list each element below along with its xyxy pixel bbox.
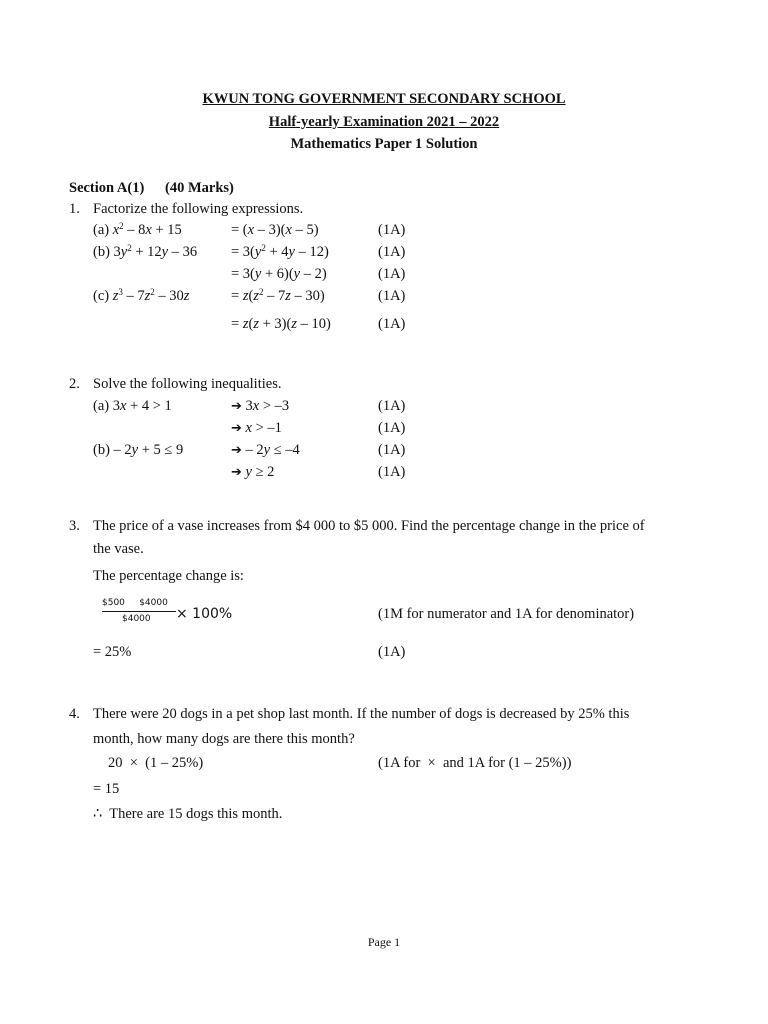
- q1c-step2: = z(z + 3)(z – 10): [231, 316, 331, 332]
- q2a-step1: ➔ 3x > –3: [231, 398, 290, 414]
- q4-expression: 20 × (1 – 25%): [108, 755, 204, 771]
- arrow-right-icon: ➔: [231, 421, 242, 436]
- q1-number: 1.: [69, 201, 80, 217]
- q2b-step2: ➔ y ≥ 2: [231, 464, 275, 480]
- school-name: KWUN TONG GOVERNMENT SECONDARY SCHOOL: [202, 91, 566, 107]
- paper-title: Mathematics Paper 1 Solution: [290, 136, 478, 152]
- arrow-right-icon: ➔: [231, 465, 242, 480]
- q1b-step1: = $3(y^2 + 4y - 12)$: [231, 243, 329, 260]
- q2b-step1: ➔ – 2y ≤ –4: [231, 442, 300, 458]
- q2-mark-1: (1A): [378, 398, 406, 414]
- page-number: Page 1: [367, 935, 401, 949]
- q3-number: 3.: [69, 518, 80, 534]
- q1a-answer: = (x – 3)(x – 5): [231, 222, 319, 238]
- q3-mark-1: (1M for numerator and 1A for denominator): [378, 606, 635, 622]
- section-title: Section A(1): [69, 180, 145, 196]
- arrow-right-icon: ➔: [231, 399, 242, 414]
- q1-mark-4: (1A): [378, 288, 406, 304]
- q4-mark: (1A for × and 1A for (1 – 25%)): [378, 755, 572, 771]
- q3-multiplier: × 100%: [176, 606, 233, 622]
- q3-result: = 25%: [93, 644, 132, 660]
- exam-title: Half-yearly Examination 2021 – 2022: [268, 114, 500, 130]
- q1b-expression: (b) $3y^2 + 12y - 36$: [93, 243, 198, 260]
- q4-number: 4.: [69, 706, 80, 722]
- section-marks: (40 Marks): [165, 180, 234, 196]
- q1c-expression: (c) $z^3 - 7z^2 - 30z$: [93, 287, 190, 304]
- q2-mark-2: (1A): [378, 420, 406, 436]
- q4-text-line1: There were 20 dogs in a pet shop last month. If the number of dogs is decreased by 25% this: [93, 706, 630, 722]
- q2a-inequality: (a) 3x + 4 > 1: [93, 398, 172, 414]
- q4-text-line2: month, how many dogs are there this month?: [93, 731, 355, 747]
- q3-denominator: $4000: [122, 614, 151, 624]
- q4-result: = 15: [93, 781, 120, 797]
- q2-mark-4: (1A): [378, 464, 406, 480]
- q3-text-line2: the vase.: [93, 541, 144, 557]
- q1-mark-1: (1A): [378, 222, 406, 238]
- q1-mark-2: (1A): [378, 244, 406, 260]
- q2-mark-3: (1A): [378, 442, 406, 458]
- q3-intro: The percentage change is:: [93, 568, 244, 584]
- q1-mark-5: (1A): [378, 316, 406, 332]
- arrow-right-icon: ➔: [231, 443, 242, 458]
- q1-text: Factorize the following expressions.: [93, 201, 304, 217]
- q1b-step2: = 3(y + 6)(y – 2): [231, 266, 327, 282]
- q4-conclusion: ∴ There are 15 dogs this month.: [93, 806, 283, 822]
- q2b-inequality: (b) – 2y + 5 ≤ 9: [93, 442, 184, 458]
- q3-numerator: $500 $4000: [102, 598, 168, 608]
- q3-text-line1: The price of a vase increases from $4 000 to $5 000. Find the percentage change in the price of: [93, 518, 645, 534]
- q2a-step2: ➔ x > –1: [231, 420, 282, 436]
- q1c-step1: = $z(z^2 - 7z - 30)$: [231, 287, 325, 304]
- q2-number: 2.: [69, 376, 80, 392]
- q2-text: Solve the following inequalities.: [93, 376, 282, 392]
- q1-mark-3: (1A): [378, 266, 406, 282]
- q1a-expression: (a) $x^2 - 8x + 15$: [93, 221, 182, 238]
- fraction-bar: [102, 611, 176, 612]
- q3-mark-2: (1A): [378, 644, 406, 660]
